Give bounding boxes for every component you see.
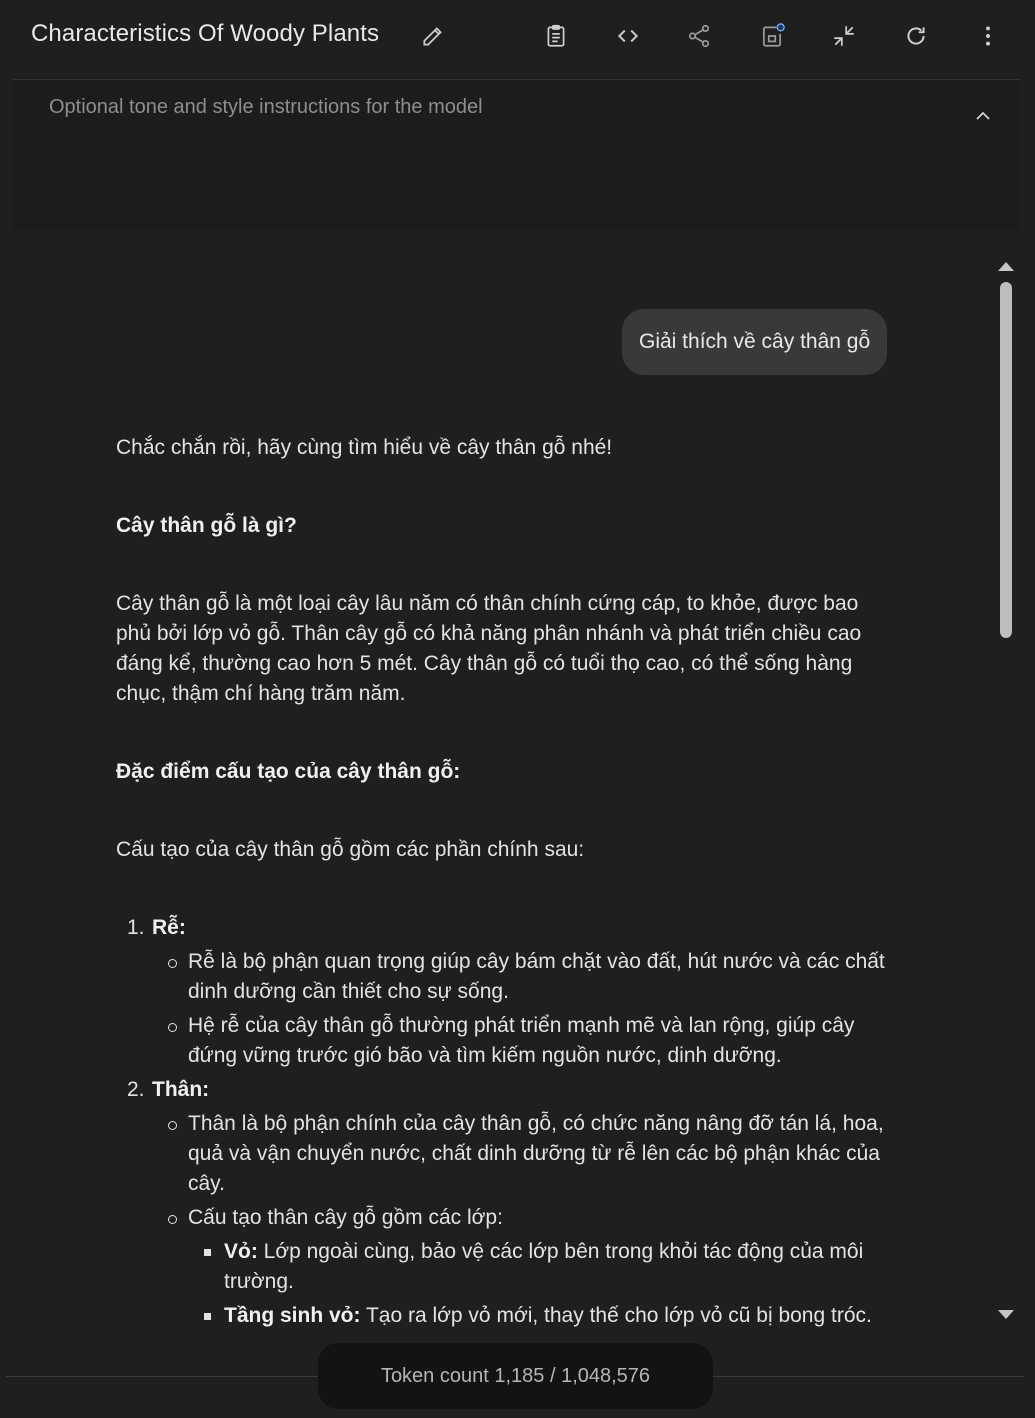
user-message[interactable]: Giải thích về cây thân gỗ xyxy=(622,309,887,375)
clipboard-icon xyxy=(543,23,569,49)
list-item-title: Thân: xyxy=(152,1078,210,1101)
token-count-badge: Token count 1,185 / 1,048,576 xyxy=(318,1343,713,1409)
edit-icon xyxy=(420,23,446,49)
response-paragraph: Cấu tạo của cây thân gỗ gồm các phần chính sau: xyxy=(116,838,585,861)
share-icon xyxy=(686,23,712,49)
model-response xyxy=(116,433,896,1330)
system-instructions-input[interactable]: Optional tone and style instructions for the model xyxy=(49,96,483,118)
sub-bullet: Vỏ: Lớp ngoài cùng, bảo vệ các lớp bên trong khỏi tác động của môi trường. xyxy=(188,1237,896,1297)
list-bullet: Cấu tạo thân cây gỗ gồm các lớp: Vỏ: Lớp ngoài cùng, bảo vệ các lớp bên trong khỏi tác động của môi trường. Tầng sinh vỏ: Tạo ra lớp vỏ mới, thay thế cho lớp vỏ cũ bị bong tróc. xyxy=(152,1203,896,1330)
chat-scrollbar[interactable] xyxy=(998,258,1016,1328)
refresh-button[interactable] xyxy=(902,22,930,50)
numbered-list xyxy=(116,913,896,1330)
toolbar-header xyxy=(0,0,1035,78)
response-heading: Đặc điểm cấu tạo của cây thân gỗ: xyxy=(116,760,461,783)
collapse-panel-button[interactable] xyxy=(971,104,995,128)
view-prompt-button[interactable] xyxy=(542,22,570,50)
list-number: 2. xyxy=(127,1078,145,1101)
sub-bullet: Tầng sinh vỏ: Tạo ra lớp vỏ mới, thay thế cho lớp vỏ cũ bị bong tróc. xyxy=(188,1301,896,1330)
get-code-button[interactable] xyxy=(614,22,642,50)
response-paragraph: Cây thân gỗ là một loại cây lâu năm có thân chính cứng cáp, to khỏe, được bao phủ bởi lớp vỏ gỗ. Thân cây gỗ có khả năng phân nhánh và phát triển chiều cao đáng kể, thường cao hơn 5 mét. Cây thân gỗ có tuổi thọ cao, có thể sống hàng chục, thậm chí hàng trăm năm. xyxy=(116,592,862,705)
more-options-button[interactable] xyxy=(974,22,1002,50)
code-icon xyxy=(615,23,641,49)
share-button[interactable] xyxy=(685,22,713,50)
list-bullet: Rễ là bộ phận quan trọng giúp cây bám chặt vào đất, hút nước và các chất dinh dưỡng cần thiết cho sự sống. xyxy=(152,947,896,1007)
list-bullet: Hệ rễ của cây thân gỗ thường phát triển mạnh mẽ và lan rộng, giúp cây đứng vững trước gió bão và tìm kiếm nguồn nước, dinh dưỡng. xyxy=(152,1011,896,1071)
refresh-icon xyxy=(903,23,929,49)
chat-area xyxy=(0,250,995,1330)
compare-button[interactable] xyxy=(758,22,786,50)
scroll-thumb[interactable] xyxy=(1000,282,1012,638)
system-instructions-panel[interactable] xyxy=(13,80,1019,230)
list-number: 1. xyxy=(127,916,145,939)
scroll-up-arrow-icon[interactable] xyxy=(998,262,1014,271)
response-intro: Chắc chắn rồi, hãy cùng tìm hiểu về cây thân gỗ nhé! xyxy=(116,436,613,459)
collapse-all-button[interactable] xyxy=(830,22,858,50)
list-item xyxy=(116,1075,896,1330)
edit-title-button[interactable] xyxy=(419,22,447,50)
list-bullet: Thân là bộ phận chính của cây thân gỗ, có chức năng nâng đỡ tán lá, hoa, quả và vận chuyển nước, chất dinh dưỡng từ rễ lên các bộ phận khác của cây. xyxy=(152,1109,896,1199)
compare-icon xyxy=(759,23,785,49)
list-item-title: Rễ: xyxy=(152,916,186,939)
list-item xyxy=(116,913,896,1071)
page-title: Characteristics Of Woody Plants xyxy=(31,20,380,47)
scroll-down-arrow-icon[interactable] xyxy=(998,1310,1014,1319)
response-heading: Cây thân gỗ là gì? xyxy=(116,514,297,537)
chevron-up-icon xyxy=(971,104,995,128)
more-vert-icon xyxy=(975,23,1001,49)
collapse-arrows-icon xyxy=(831,23,857,49)
